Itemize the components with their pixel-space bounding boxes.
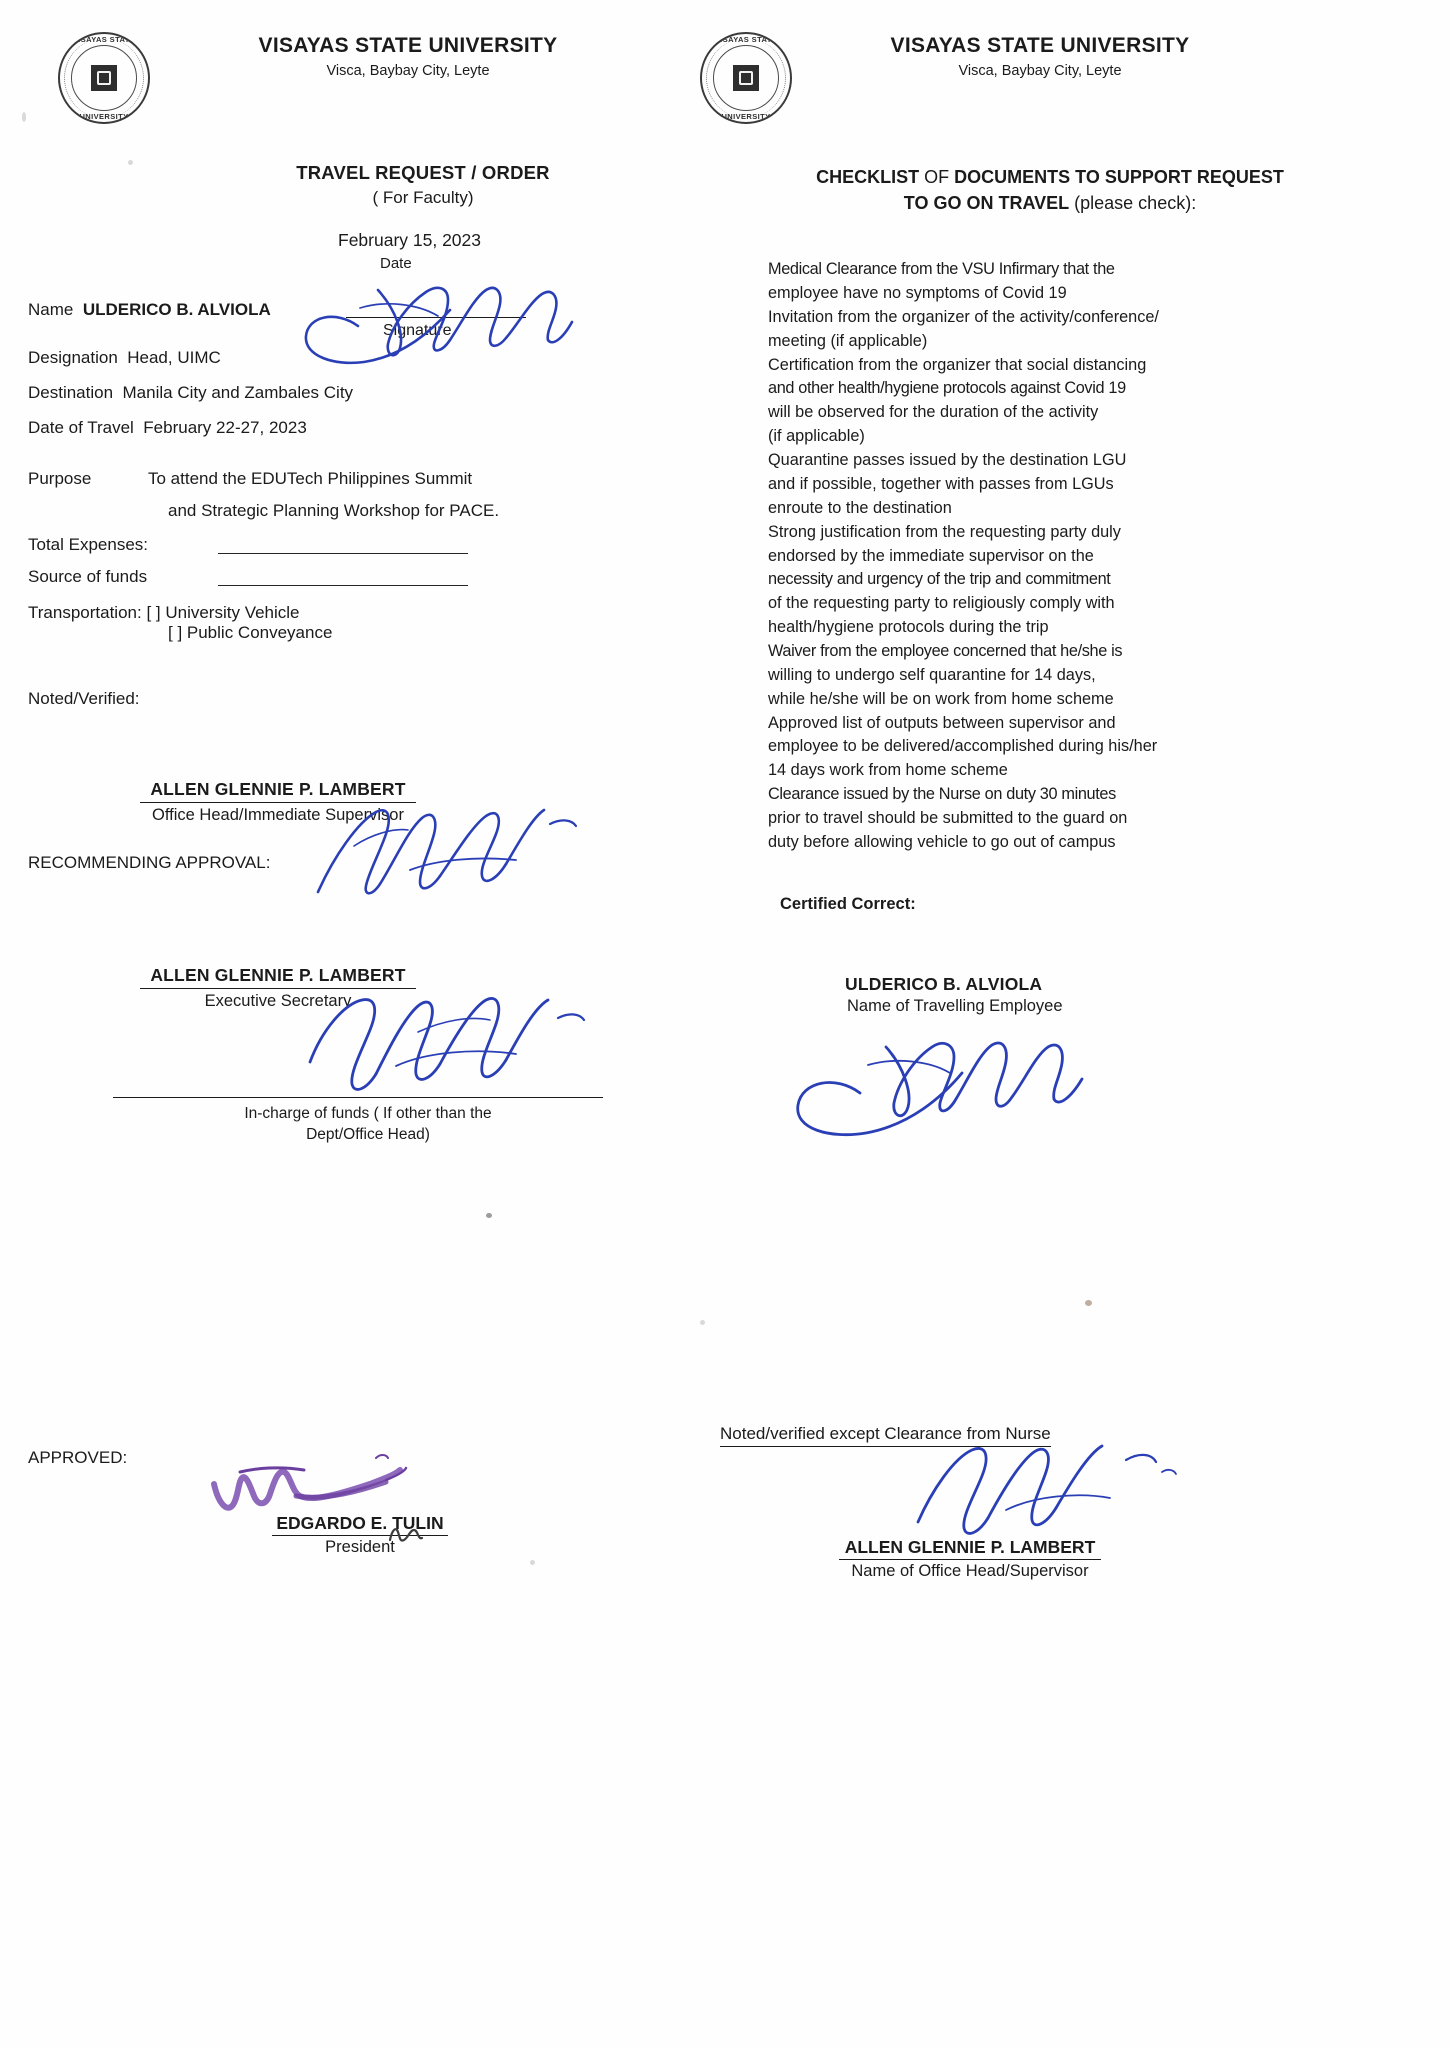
list-item[interactable]: enroute to the destination xyxy=(768,498,952,517)
list-item[interactable]: of the requesting party to religiously comply with xyxy=(768,594,1115,613)
checklist-title-please-check: (please check): xyxy=(1074,193,1197,214)
scan-speck xyxy=(530,1560,535,1565)
university-name: VISAYAS STATE UNIVERSITY xyxy=(258,34,558,57)
scan-speck xyxy=(1085,1300,1092,1306)
scan-speck xyxy=(700,1320,705,1325)
list-item[interactable]: endorsed by the immediate supervisor on the xyxy=(768,546,1094,565)
scan-speck xyxy=(22,112,26,122)
destination-value: Manila City and Zambales City xyxy=(122,383,354,403)
university-name: VISAYAS STATE UNIVERSITY xyxy=(890,34,1190,57)
list-item[interactable]: necessity and urgency of the trip and commitment xyxy=(768,570,1111,589)
list-item[interactable]: (if applicable) xyxy=(768,427,865,446)
supervisor-name: ALLEN GLENNIE P. LAMBERT xyxy=(140,779,415,803)
office-head-caption: Name of Office Head/Supervisor xyxy=(851,1562,1089,1580)
checklist-title-word-checklist: CHECKLIST xyxy=(816,167,920,187)
list-item[interactable]: while he/she will be on work from home scheme xyxy=(768,689,1114,708)
signature-alviola-certified xyxy=(790,1035,1110,1145)
university-seal-icon xyxy=(700,32,792,124)
list-item[interactable]: duty before allowing vehicle to go out of campus xyxy=(768,832,1116,851)
incharge-caption-line-2: Dept/Office Head) xyxy=(306,1126,430,1144)
list-item[interactable]: Invitation from the organizer of the activity/conference/ xyxy=(768,307,1159,326)
university-seal-icon xyxy=(58,32,150,124)
expense-fields xyxy=(28,535,688,599)
checklist-title-word-of: OF xyxy=(924,167,950,187)
right-header xyxy=(700,26,1400,136)
list-item[interactable]: meeting (if applicable) xyxy=(768,331,928,350)
president-title: President xyxy=(325,1538,395,1556)
date-of-travel-row xyxy=(28,417,688,439)
source-of-funds-field xyxy=(28,567,688,599)
checklist-title-line-2 xyxy=(700,190,1400,216)
total-expenses-field xyxy=(28,535,688,567)
list-item[interactable]: and other health/hygiene protocols against Covid 19 xyxy=(768,379,1126,398)
seal-top-text: VISAYAS STATE xyxy=(72,35,136,44)
incharge-caption-line-1: In-charge of funds ( If other than the xyxy=(244,1105,492,1123)
noted-verified-label: Noted/Verified: xyxy=(28,689,140,709)
form-title-block xyxy=(28,162,688,208)
date-of-travel-label: Date of Travel xyxy=(28,418,134,438)
transport-option-university-vehicle[interactable]: [ ] University Vehicle xyxy=(146,603,300,623)
list-item[interactable]: Certification from the organizer that social distancing xyxy=(768,355,1147,374)
checklist-title-phrase-documents: DOCUMENTS TO SUPPORT REQUEST xyxy=(954,167,1284,187)
certified-correct-label: Certified Correct: xyxy=(780,894,916,913)
checklist-items xyxy=(700,258,1400,854)
list-item[interactable]: employee have no symptoms of Covid 19 xyxy=(768,284,1067,303)
form-subtitle: ( For Faculty) xyxy=(372,188,474,207)
president-signature-block xyxy=(230,1513,490,1557)
transportation-label: Transportation: xyxy=(28,603,142,623)
designation-value: Head, UIMC xyxy=(127,348,221,368)
total-expenses-label: Total Expenses: xyxy=(28,535,149,555)
designation-label: Designation xyxy=(28,348,118,368)
total-expenses-blank-line xyxy=(218,553,468,554)
university-address: Visca, Baybay City, Leyte xyxy=(958,63,1122,79)
left-header xyxy=(28,26,688,136)
university-address: Visca, Baybay City, Leyte xyxy=(326,63,490,79)
office-head-signature-block xyxy=(780,1537,1160,1581)
supervisor-signature-block xyxy=(28,779,688,825)
list-item[interactable]: Approved list of outputs between supervisor and xyxy=(768,713,1116,732)
signature-lambert-office-head xyxy=(910,1438,1180,1548)
list-item[interactable]: Clearance issued by the Nurse on duty 30 minutes xyxy=(768,785,1116,804)
source-of-funds-blank-line xyxy=(218,585,468,586)
list-item[interactable]: Medical Clearance from the VSU Infirmary that the xyxy=(768,260,1115,279)
seal-bottom-text: UNIVERSITY xyxy=(721,112,771,121)
supervisor-title: Office Head/Immediate Supervisor xyxy=(152,806,404,825)
incharge-of-funds-line xyxy=(113,1097,603,1098)
list-item[interactable]: Quarantine passes issued by the destination LGU xyxy=(768,451,1127,470)
office-head-name: ALLEN GLENNIE P. LAMBERT xyxy=(839,1537,1102,1560)
recommender-name: ALLEN GLENNIE P. LAMBERT xyxy=(140,965,415,989)
date-field-block xyxy=(28,230,688,286)
date-of-travel-value: February 22-27, 2023 xyxy=(143,418,307,438)
noted-except-label: Noted/verified except Clearance from Nurse xyxy=(720,1424,1051,1447)
approved-label: APPROVED: xyxy=(28,1448,128,1467)
incharge-of-funds-caption xyxy=(28,1104,688,1146)
transport-option-public-conveyance[interactable]: [ ] Public Conveyance xyxy=(168,623,333,643)
form-title: TRAVEL REQUEST / ORDER xyxy=(296,162,550,183)
checklist-section xyxy=(700,26,1400,1016)
recommender-signature-block xyxy=(28,965,688,1011)
traveller-name: ULDERICO B. ALVIOLA xyxy=(845,973,1043,994)
date-label: Date xyxy=(380,255,412,272)
list-item[interactable]: 14 days work from home scheme xyxy=(768,761,1008,780)
traveller-caption: Name of Travelling Employee xyxy=(847,996,1063,1015)
checklist-title xyxy=(700,164,1400,216)
transportation-block xyxy=(28,603,688,643)
left-university-block xyxy=(178,34,638,79)
recommending-approval-label: RECOMMENDING APPROVAL: xyxy=(28,853,271,873)
designation-row xyxy=(28,347,688,369)
scan-speck xyxy=(486,1213,492,1218)
president-name: EDGARDO E. TULIN xyxy=(272,1513,447,1536)
list-item[interactable]: Strong justification from the requesting party duly xyxy=(768,522,1121,541)
seal-bottom-text: UNIVERSITY xyxy=(79,112,129,121)
list-item[interactable]: Waiver from the employee concerned that he/she is xyxy=(768,641,1123,660)
name-row xyxy=(28,299,688,339)
destination-label: Destination xyxy=(28,383,114,403)
name-label: Name xyxy=(28,300,74,319)
signature-label: Signature xyxy=(383,322,452,339)
list-item[interactable]: health/hygiene protocols during the trip xyxy=(768,618,1049,637)
right-university-block xyxy=(810,34,1270,79)
travel-request-form xyxy=(28,26,688,1146)
list-item[interactable]: willing to undergo self quarantine for 14 days, xyxy=(768,665,1096,684)
list-item[interactable]: employee to be delivered/accomplished during his/her xyxy=(768,737,1158,756)
recommender-title: Executive Secretary xyxy=(204,992,352,1011)
list-item[interactable]: will be observed for the duration of the activity xyxy=(768,403,1099,422)
transportation-line-1 xyxy=(28,603,688,623)
destination-row xyxy=(28,382,688,404)
checklist-title-line-1 xyxy=(700,164,1400,190)
seal-top-text: VISAYAS STATE xyxy=(714,35,778,44)
list-item[interactable]: prior to travel should be submitted to the guard on xyxy=(768,808,1128,827)
purpose-line-2: and Strategic Planning Workshop for PACE. xyxy=(168,501,500,521)
name-value: ULDERICO B. ALVIOLA xyxy=(82,300,271,319)
list-item[interactable]: and if possible, together with passes from LGUs xyxy=(768,474,1114,493)
date-value: February 15, 2023 xyxy=(338,230,482,250)
signature-line xyxy=(346,317,526,318)
purpose-line-1: To attend the EDUTech Philippines Summit xyxy=(148,469,473,489)
checklist-title-phrase-travel: TO GO ON TRAVEL xyxy=(903,193,1070,214)
purpose-label: Purpose xyxy=(28,469,92,489)
source-of-funds-label: Source of funds xyxy=(28,567,148,587)
